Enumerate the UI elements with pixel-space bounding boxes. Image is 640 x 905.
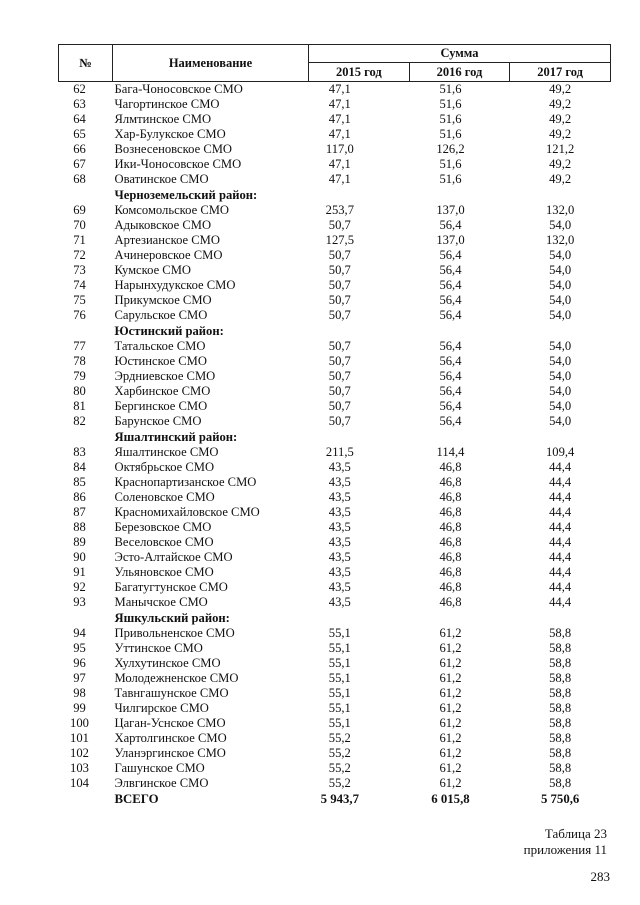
- municipality-name: Татальское СМО: [114, 339, 206, 353]
- municipality-name: Кумское СМО: [114, 263, 192, 277]
- value-2015: 117,0: [325, 142, 354, 156]
- table-row: [59, 701, 611, 716]
- value-2017: 49,2: [549, 82, 572, 96]
- header-number: №: [59, 45, 113, 82]
- row-number: 80: [73, 384, 86, 398]
- table-row: [59, 520, 611, 535]
- region-row: [59, 429, 611, 445]
- row-number: 99: [73, 701, 86, 715]
- table-row: [59, 82, 611, 98]
- value-2017: 58,8: [549, 656, 572, 670]
- row-number: 82: [73, 414, 86, 428]
- row-number: 102: [70, 746, 89, 760]
- municipality-name: Уттинское СМО: [114, 641, 203, 655]
- value-2017: 58,8: [549, 626, 572, 640]
- row-number: 95: [73, 641, 86, 655]
- header-year-2016: 2016 год: [409, 63, 510, 82]
- value-2017: 54,0: [549, 263, 572, 277]
- value-2017: 49,2: [549, 127, 572, 141]
- municipality-name: Ачинеровское СМО: [114, 248, 223, 262]
- value-2015: 55,2: [328, 746, 351, 760]
- table-row: [59, 716, 611, 731]
- value-2016: 46,8: [439, 535, 462, 549]
- value-2015: 50,7: [328, 218, 351, 232]
- municipality-name: Привольненское СМО: [114, 626, 235, 640]
- municipality-name: Чилгирское СМО: [114, 701, 209, 715]
- table-row: [59, 671, 611, 686]
- municipality-name: Багатугтунское СМО: [114, 580, 228, 594]
- table-row: [59, 445, 611, 460]
- value-2015: 50,7: [328, 278, 351, 292]
- table-row: [59, 278, 611, 293]
- municipality-name: Ики-Чоносовское СМО: [114, 157, 242, 171]
- value-2017: 54,0: [549, 218, 572, 232]
- value-2016: 56,4: [439, 354, 462, 368]
- value-2015: 211,5: [325, 445, 354, 459]
- municipality-name: Эсто-Алтайское СМО: [114, 550, 233, 564]
- row-number: [59, 791, 113, 808]
- value-2016: 61,2: [439, 626, 462, 640]
- value-2016: 51,6: [439, 97, 462, 111]
- row-number: 79: [73, 369, 86, 383]
- municipality-name: Манычское СМО: [114, 595, 208, 609]
- value-2017: 44,4: [549, 580, 572, 594]
- table-row: [59, 293, 611, 308]
- row-number: 64: [73, 112, 86, 126]
- budget-table-container: [58, 44, 610, 808]
- row-number: 84: [73, 460, 86, 474]
- table-row: [59, 776, 611, 791]
- region-row: [59, 610, 611, 626]
- value-2015: 43,5: [328, 535, 351, 549]
- row-number: 62: [73, 82, 86, 96]
- municipality-name: Адыковское СМО: [114, 218, 212, 232]
- row-number: 94: [73, 626, 86, 640]
- table-row: [59, 505, 611, 520]
- value-2016: 61,2: [439, 656, 462, 670]
- value-2016: 56,4: [439, 399, 462, 413]
- row-number: 85: [73, 475, 86, 489]
- municipality-name: Вознесеновское СМО: [114, 142, 233, 156]
- municipality-name: Бага-Чоносовское СМО: [114, 82, 243, 96]
- table-row: [59, 263, 611, 278]
- value-2016: 46,8: [439, 520, 462, 534]
- value-2016: 56,4: [439, 293, 462, 307]
- row-number: 98: [73, 686, 86, 700]
- value-2016: 56,4: [439, 218, 462, 232]
- value-2015: 50,7: [328, 399, 351, 413]
- value-2017: 54,0: [549, 399, 572, 413]
- value-2017: 132,0: [545, 233, 575, 247]
- value-2017: 58,8: [549, 701, 572, 715]
- value-2015: 55,1: [328, 641, 351, 655]
- table-row: [59, 475, 611, 490]
- total-label: ВСЕГО: [114, 792, 159, 806]
- municipality-name: Ялмтинское СМО: [114, 112, 212, 126]
- table-row: [59, 399, 611, 414]
- value-2015: 43,5: [328, 475, 351, 489]
- row-number: 90: [73, 550, 86, 564]
- value-2017: 132,0: [545, 203, 575, 217]
- row-number: 72: [73, 248, 86, 262]
- header-year-2015: 2015 год: [309, 63, 410, 82]
- value-2016: 46,8: [439, 490, 462, 504]
- value-2016: 61,2: [439, 776, 462, 790]
- table-row: [59, 626, 611, 641]
- value-2016: 61,2: [439, 686, 462, 700]
- table-row: [59, 369, 611, 384]
- value-2016: 137,0: [436, 233, 465, 247]
- value-2016: 51,6: [439, 112, 462, 126]
- value-2017: 44,4: [549, 595, 572, 609]
- region-name: Яшалтинский район:: [114, 429, 238, 444]
- value-2016: 56,4: [439, 384, 462, 398]
- table-row: [59, 460, 611, 475]
- value-2017: 54,0: [549, 354, 572, 368]
- value-2017: 54,0: [549, 248, 572, 262]
- value-2015: 50,7: [328, 339, 351, 353]
- row-number: 68: [73, 172, 86, 186]
- row-number: 100: [70, 716, 89, 730]
- row-number: 89: [73, 535, 86, 549]
- municipality-name: Сарульское СМО: [114, 308, 208, 322]
- municipality-name: Ульяновское СМО: [114, 565, 214, 579]
- value-2017: 54,0: [549, 384, 572, 398]
- region-name: Яшкульский район:: [114, 610, 230, 625]
- row-number: [59, 610, 113, 626]
- value-2015: 47,1: [328, 82, 351, 96]
- table-row: [59, 97, 611, 112]
- municipality-name: Соленовское СМО: [114, 490, 215, 504]
- value-2017: 44,4: [549, 535, 572, 549]
- value-2015: 43,5: [328, 520, 351, 534]
- table-row: [59, 142, 611, 157]
- value-2017: 44,4: [549, 550, 572, 564]
- value-2015: 55,2: [328, 776, 351, 790]
- municipality-name: Веселовское СМО: [114, 535, 214, 549]
- row-number: 91: [73, 565, 86, 579]
- value-2015: 55,2: [328, 731, 351, 745]
- table-row: [59, 746, 611, 761]
- value-2017: 54,0: [549, 293, 572, 307]
- value-2016: 51,6: [439, 157, 462, 171]
- value-2016: 46,8: [439, 565, 462, 579]
- value-2016: 46,8: [439, 475, 462, 489]
- value-2017: 58,8: [549, 731, 572, 745]
- row-number: 65: [73, 127, 86, 141]
- value-2017: 54,0: [549, 278, 572, 292]
- value-2015: 50,7: [328, 308, 351, 322]
- table-row: [59, 595, 611, 610]
- value-2015: 50,7: [328, 248, 351, 262]
- value-2015: 50,7: [328, 384, 351, 398]
- value-2015: 50,7: [328, 293, 351, 307]
- value-2015: 47,1: [328, 97, 351, 111]
- row-number: 66: [73, 142, 86, 156]
- value-2017: 58,8: [549, 761, 572, 775]
- value-2016: 46,8: [439, 505, 462, 519]
- value-2015: 253,7: [325, 203, 354, 217]
- table-row: [59, 233, 611, 248]
- row-number: 77: [73, 339, 86, 353]
- value-2016: 56,4: [439, 248, 462, 262]
- table-row: [59, 565, 611, 580]
- municipality-name: Яшалтинское СМО: [114, 445, 219, 459]
- table-header: [59, 45, 611, 82]
- value-2016: 51,6: [439, 127, 462, 141]
- row-number: 104: [70, 776, 89, 790]
- value-2017: 44,4: [549, 520, 572, 534]
- region-row: [59, 187, 611, 203]
- row-number: 93: [73, 595, 86, 609]
- table-row: [59, 172, 611, 187]
- header-sum: Сумма: [309, 45, 611, 63]
- value-2015: 43,5: [328, 550, 351, 564]
- table-row: [59, 339, 611, 354]
- value-2015: 55,1: [328, 716, 351, 730]
- value-2016: 56,4: [439, 414, 462, 428]
- value-2016: 46,8: [439, 580, 462, 594]
- municipality-name: Хулхутинское СМО: [114, 656, 221, 670]
- row-number: 74: [73, 278, 86, 292]
- row-number: 103: [70, 761, 89, 775]
- row-number: 101: [70, 731, 89, 745]
- value-2016: 56,4: [439, 369, 462, 383]
- municipality-name: Артезианское СМО: [114, 233, 220, 247]
- value-2017: 58,8: [549, 746, 572, 760]
- municipality-name: Уланэргинское СМО: [114, 746, 226, 760]
- value-2016: 46,8: [439, 595, 462, 609]
- value-2016: 61,2: [439, 701, 462, 715]
- table-row: [59, 761, 611, 776]
- table-row: [59, 580, 611, 595]
- value-2016: 56,4: [439, 308, 462, 322]
- table-caption-line-1: Таблица 23: [544, 826, 607, 841]
- row-number: 63: [73, 97, 86, 111]
- municipality-name: Бергинское СМО: [114, 399, 208, 413]
- row-number: [59, 323, 113, 339]
- municipality-name: Тавнгашунское СМО: [114, 686, 229, 700]
- municipality-name: Оватинское СМО: [114, 172, 209, 186]
- value-2017: 49,2: [549, 112, 572, 126]
- value-2015: 55,1: [328, 626, 351, 640]
- table-row: [59, 641, 611, 656]
- value-2015: 55,1: [328, 686, 351, 700]
- value-2016: 46,8: [439, 460, 462, 474]
- row-number: [59, 187, 113, 203]
- table-body: [59, 82, 611, 809]
- value-2017: 44,4: [549, 565, 572, 579]
- value-2017: 58,8: [549, 641, 572, 655]
- value-2016: 56,4: [439, 278, 462, 292]
- table-row: [59, 656, 611, 671]
- value-2015: 43,5: [328, 460, 351, 474]
- table-row: [59, 686, 611, 701]
- municipality-name: Прикумское СМО: [114, 293, 212, 307]
- budget-table: [58, 44, 611, 808]
- municipality-name: Комсомольское СМО: [114, 203, 230, 217]
- table-row: [59, 535, 611, 550]
- table-caption-line-2: приложения 11: [523, 842, 607, 857]
- table-row: [59, 731, 611, 746]
- value-2017: 44,4: [549, 490, 572, 504]
- table-row: [59, 218, 611, 233]
- total-2015: 5 943,7: [320, 792, 360, 806]
- table-caption: [524, 826, 607, 858]
- value-2015: 47,1: [328, 157, 351, 171]
- row-number: 78: [73, 354, 86, 368]
- header-year-2017: 2017 год: [510, 63, 611, 82]
- value-2017: 58,8: [549, 686, 572, 700]
- value-2017: 44,4: [549, 475, 572, 489]
- municipality-name: Хартолгинское СМО: [114, 731, 227, 745]
- value-2015: 47,1: [328, 172, 351, 186]
- municipality-name: Харбинское СМО: [114, 384, 211, 398]
- value-2015: 43,5: [328, 490, 351, 504]
- value-2016: 61,2: [439, 716, 462, 730]
- municipality-name: Элвгинское СМО: [114, 776, 209, 790]
- total-2016: 6 015,8: [431, 792, 470, 806]
- value-2015: 43,5: [328, 580, 351, 594]
- value-2017: 109,4: [545, 445, 575, 459]
- municipality-name: Эрдниевское СМО: [114, 369, 216, 383]
- value-2016: 51,6: [439, 82, 462, 96]
- row-number: [59, 429, 113, 445]
- row-number: 96: [73, 656, 86, 670]
- table-row: [59, 248, 611, 263]
- table-row: [59, 550, 611, 565]
- value-2016: 46,8: [439, 550, 462, 564]
- value-2017: 44,4: [549, 460, 572, 474]
- value-2015: 55,1: [328, 701, 351, 715]
- value-2017: 54,0: [549, 339, 572, 353]
- municipality-name: Березовское СМО: [114, 520, 212, 534]
- municipality-name: Красномихайловское СМО: [114, 505, 260, 519]
- value-2015: 55,2: [328, 761, 351, 775]
- municipality-name: Молодежненское СМО: [114, 671, 239, 685]
- value-2016: 61,2: [439, 761, 462, 775]
- municipality-name: Нарынхудукское СМО: [114, 278, 236, 292]
- value-2017: 49,2: [549, 97, 572, 111]
- row-number: 86: [73, 490, 86, 504]
- value-2016: 61,2: [439, 731, 462, 745]
- row-number: 76: [73, 308, 86, 322]
- value-2015: 55,1: [328, 671, 351, 685]
- value-2016: 56,4: [439, 339, 462, 353]
- municipality-name: Краснопартизанское СМО: [114, 475, 257, 489]
- value-2016: 56,4: [439, 263, 462, 277]
- page-number: 283: [590, 869, 610, 884]
- value-2015: 127,5: [325, 233, 354, 247]
- row-number: 97: [73, 671, 86, 685]
- row-number: 75: [73, 293, 86, 307]
- value-2015: 50,7: [328, 414, 351, 428]
- value-2015: 55,1: [328, 656, 351, 670]
- table-row: [59, 414, 611, 429]
- total-2017: 5 750,6: [540, 792, 580, 806]
- value-2017: 49,2: [549, 157, 572, 171]
- header-name: Наименование: [113, 45, 309, 82]
- value-2017: 49,2: [549, 172, 572, 186]
- total-row: [59, 791, 611, 808]
- table-row: [59, 354, 611, 369]
- municipality-name: Гашунское СМО: [114, 761, 205, 775]
- value-2017: 54,0: [549, 414, 572, 428]
- region-name: Юстинский район:: [114, 323, 224, 338]
- value-2015: 43,5: [328, 505, 351, 519]
- value-2016: 61,2: [439, 746, 462, 760]
- row-number: 71: [73, 233, 86, 247]
- table-row: [59, 112, 611, 127]
- row-number: 69: [73, 203, 86, 217]
- value-2015: 47,1: [328, 112, 351, 126]
- municipality-name: Октябрьское СМО: [114, 460, 215, 474]
- value-2017: 58,8: [549, 776, 572, 790]
- value-2017: 54,0: [549, 369, 572, 383]
- row-number: 92: [73, 580, 86, 594]
- municipality-name: Барунское СМО: [114, 414, 202, 428]
- row-number: 87: [73, 505, 86, 519]
- value-2016: 51,6: [439, 172, 462, 186]
- row-number: 67: [73, 157, 86, 171]
- row-number: 83: [73, 445, 86, 459]
- table-row: [59, 308, 611, 323]
- value-2016: 137,0: [436, 203, 465, 217]
- region-row: [59, 323, 611, 339]
- table-row: [59, 384, 611, 399]
- region-name: Черноземельский район:: [114, 187, 258, 202]
- value-2017: 54,0: [549, 308, 572, 322]
- value-2017: 58,8: [549, 716, 572, 730]
- value-2015: 47,1: [328, 127, 351, 141]
- table-row: [59, 157, 611, 172]
- value-2015: 43,5: [328, 595, 351, 609]
- municipality-name: Чагортинское СМО: [114, 97, 220, 111]
- row-number: 73: [73, 263, 86, 277]
- table-row: [59, 490, 611, 505]
- row-number: 70: [73, 218, 86, 232]
- municipality-name: Хар-Булукское СМО: [114, 127, 226, 141]
- value-2016: 114,4: [436, 445, 465, 459]
- value-2015: 43,5: [328, 565, 351, 579]
- municipality-name: Юстинское СМО: [114, 354, 207, 368]
- value-2015: 50,7: [328, 369, 351, 383]
- municipality-name: Цаган-Уснское СМО: [114, 716, 226, 730]
- value-2017: 44,4: [549, 505, 572, 519]
- value-2017: 58,8: [549, 671, 572, 685]
- value-2016: 61,2: [439, 641, 462, 655]
- value-2017: 121,2: [545, 142, 575, 156]
- value-2016: 61,2: [439, 671, 462, 685]
- table-row: [59, 203, 611, 218]
- table-row: [59, 127, 611, 142]
- value-2015: 50,7: [328, 354, 351, 368]
- row-number: 88: [73, 520, 86, 534]
- value-2016: 126,2: [436, 142, 465, 156]
- row-number: 81: [73, 399, 86, 413]
- value-2015: 50,7: [328, 263, 351, 277]
